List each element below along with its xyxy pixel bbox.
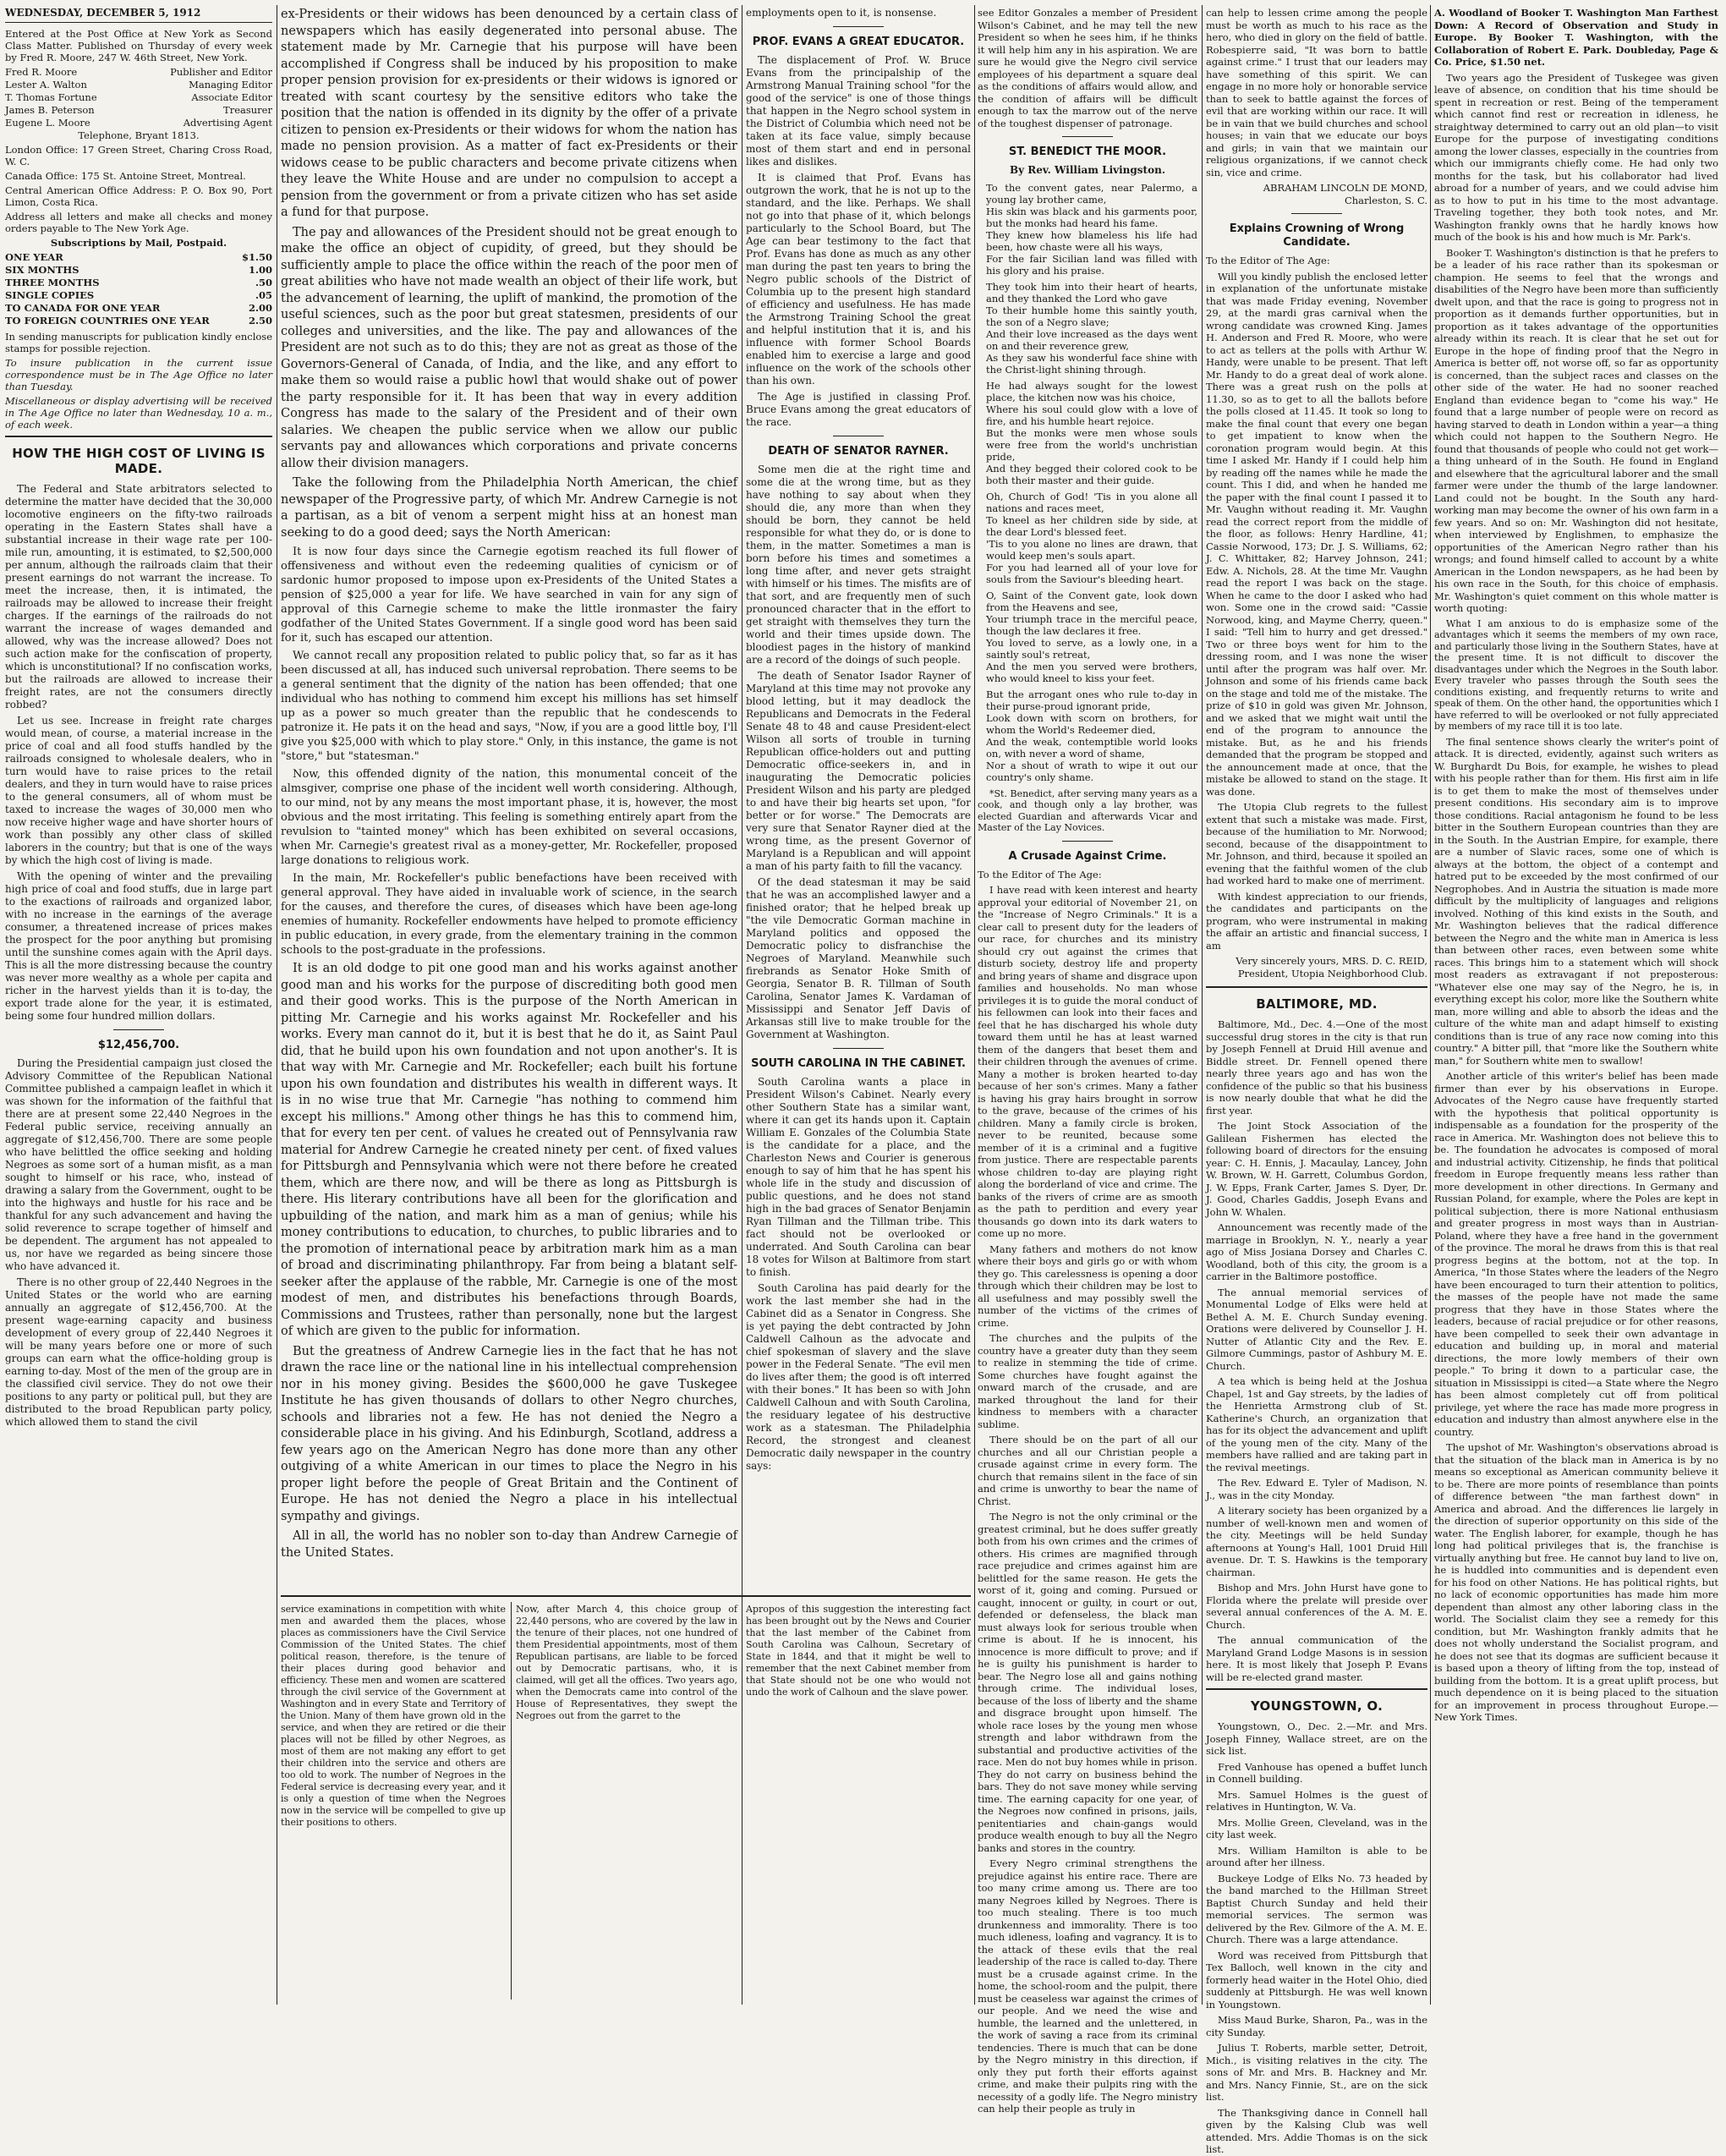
staff-row <box>5 117 272 129</box>
sub-label: TO FOREIGN COUNTRIES ONE YEAR <box>5 315 210 326</box>
poem-line: But the arrogant ones who rule to-day in their purse-proud ignorant pride, <box>986 688 1197 712</box>
poem-line: His skin was black and his garments poor, but the monks had heard his fame. <box>986 205 1197 229</box>
article-paragraph: South Carolina wants a place in President Wilson's Cabinet. Nearly every other Southern State has a similar want, where it can get its hands upon it. Captain William E. Gonzales of the Columbia State is the candidate for a place, and the Charleston News and Courier is generous enough to say of him that he has spent his whole life in the study and discussion of public questions, and he does not stand high in the bad graces of Senator Benjamin Ryan Tillman and the Tillman tribe. This fact should not be overlooked or underrated. And South Carolina can bear 18 votes for Wilson at Baltimore from start to finish. <box>746 1076 971 1278</box>
article-paragraph: can help to lessen crime among the people must be worth as much to his race as the hero, who died in glory on the field of battle. Robespierre said, "It was born to battle against crime." I trust that our leaders may have something of this spirit. We can engage in no more holy or honorable service than to seek to battle against the forces of evil that are working within our race. It will be in vain that we build churches and school houses; in vain that we educate our boys and girls; in vain that we maintain our religious organizations, if we cannot check sin, vice and crime. <box>1206 7 1427 178</box>
headline-st-benedict: ST. BENEDICT THE MOOR. <box>1008 145 1167 158</box>
quoted-paragraph: Now, this offended dignity of the nation, this monumental conceit of the almsgiver, comprise one phase of the incident well worth considering. Although, to our mind, not by any means the most important phase, it is, however, the most obvious and the most irritating. This feeling is something entirely apart from the revulsion to "tainted money" which has been exhibited on several occasions, when Mr. Carnegie's greatest rival as a money-getter, Mr. Rockefeller, proposed large donations to religious work. <box>281 768 737 867</box>
divider <box>113 1029 164 1030</box>
sub-row <box>5 289 272 302</box>
poem-line: To the convent gates, near Palermo, a young lay brother came, <box>986 181 1197 206</box>
headline-money: $12,456,700. <box>97 1039 180 1051</box>
sub-label: TO CANADA FOR ONE YEAR <box>5 302 161 314</box>
headline-south-carolina: SOUTH CAROLINA IN THE CABINET. <box>751 1057 966 1070</box>
manuscripts-note: In sending manuscripts for publication kindly enclose stamps for possible rejection. <box>5 331 272 354</box>
staff-name: Fred R. Moore <box>5 66 78 78</box>
sub-row <box>5 251 272 264</box>
london-office: London Office: 17 Green Street, Charing Cross Road, W. C. <box>5 144 272 167</box>
column-5 <box>1206 7 1427 2155</box>
poem-line: And they begged their colored cook to be both their master and their guide. <box>986 462 1197 486</box>
article-paragraph: Some men die at the right time and some die at the wrong time, but as they have nothing to say about when they should die, any more than when they should be born, they cannot be held responsible for what they do, or is done to them, in the matter. Sometimes a man is born before his times and sometimes a long time after, and never gets straight with himself or his times. The misfits are of that sort, and are frequently men of such pronounced character that in the effort to get straight with themselves they turn the world and their times upside down. The bloodiest pages in the history of mankind are a record of the doings of such people. <box>746 464 971 666</box>
news-item: Fred Vanhouse has opened a buffet lunch in Connell building. <box>1206 1760 1427 1785</box>
headline-crusade: A Crusade Against Crime. <box>1008 849 1167 863</box>
staff-name: James B. Peterson <box>5 104 95 116</box>
article-paragraph: It is claimed that Prof. Evans has outgrown the work, that he is not up to the standard, and the like. Perhaps. We shall not go into that phase of it, which belongs particularly to the School Board, but The Age can bear testimony to the fact that Prof. Evans has done as much as any other man during the past ten years to bring the Negro public schools of the District of Columbia up to the present high standard of efficiency and usefulness. He has made the Armstrong Training School the great and helpful institution that it is, and his influence with former School Boards enabled him to exercise a large and good influence on the work of the schools other than his own. <box>746 172 971 387</box>
news-item: Buckeye Lodge of Elks No. 73 headed by the band marched to the Hillman Street Baptist Church Sunday and held their memorial services. The sermon was delivered by the Rev. Gilmore of the A. M. E. Church. There was a large attendance. <box>1206 1872 1427 1945</box>
news-item: Announcement was recently made of the marriage in Brooklyn, N. Y., nearly a year ago of Miss Josiana Dorsey and Charles C. Woodland, both of this city, the groom is a carrier in the Baltimore postoffice. <box>1206 1221 1427 1282</box>
continued-text <box>746 1604 971 2001</box>
poem-line: But the monks were men whose souls were free from the world's unchristian pride, <box>986 426 1197 463</box>
sub-price: .50 <box>255 277 272 288</box>
sub-label: SIX MONTHS <box>5 264 79 276</box>
staff-row <box>5 104 272 117</box>
news-item: Mrs. Samuel Holmes is the guest of relatives in Huntington, W. Va. <box>1206 1788 1427 1813</box>
staff-row <box>5 79 272 91</box>
news-item: Mrs. William Hamilton is able to be around after her illness. <box>1206 1844 1427 1868</box>
poem-line: 'Tis to you alone no lines are drawn, that would keep men's souls apart. <box>986 537 1197 562</box>
staff-role: Treasurer <box>223 104 272 116</box>
signature: ABRAHAM LINCOLN DE MOND, Charleston, S. C. <box>1263 182 1427 206</box>
staff-role: Publisher and Editor <box>170 66 272 78</box>
poem-line: He had always sought for the lowest place, the kitchen now was his choice, <box>986 379 1197 403</box>
news-item: Julius T. Roberts, marble setter, Detroit, Mich., is visiting relatives in the city. The sons of Mr. and Mrs. B. Hackney and Mr. and Mrs. Nancy Finnie, St., are on the sick list. <box>1206 2042 1427 2103</box>
entered-note: Entered at the Post Office at New York as Second Class Matter. Published on Thursday of every week by Fred R. Moore, 247 W. 46th Street, New York. <box>5 28 272 63</box>
continued-paragraph: Apropos of this suggestion the interesting fact has been brought out by the News and Courier that the last member of the Cabinet from South Carolina was Calhoun, Secretary of State in 1844, and that it might be well to remember that the next Cabinet member from that State should not be one who would not undo the work of Calhoun and the slave power. <box>746 1604 971 1698</box>
review-heading: A. Woodland of Booker T. Washington Man Farthest Down: A Record of Observation and Study in Europe. By Booker T. Washington, with the Collaboration of Robert E. Park. Doubleday, Page & Co. Price, $1.50 net. <box>1434 7 1718 68</box>
divider <box>833 1048 884 1049</box>
news-item: A literary society has been organized by a number of well-known men and women of the city. Meetings will be held Sunday afternoons at Young's Hall, 1001 Druid Hill avenue. Dr. T. S. Hawkins is the temporary chairman. <box>1206 1505 1427 1578</box>
salutation: To the Editor of The Age: <box>978 868 1102 881</box>
sub-row <box>5 315 272 327</box>
article-paragraph: Two years ago the President of Tuskegee was given leave of absence, on condition that his time should be spent in recreation or rest. Being of the temperament which cannot find rest or recreation in idleness, he straightway determined to carry out an old plan—to visit Europe for the purpose of investigating conditions among the lower classes, especially in the countries from which our immigrants chiefly come. He had only two months for the task, but his collaborator had lived abroad for a number of years, and we could advise him as to how to put in his time to the most advantage. Traveling together, they both took notes, and Mr. Washington frankly owns that he hardly knows how much of the book is his and how much is Mr. Park's. <box>1434 71 1718 243</box>
staff-name: Eugene L. Moore <box>5 117 90 129</box>
salutation: To the Editor of The Age: <box>1206 255 1330 266</box>
continued-paragraph: service examinations in competition with white men and awarded them the places, whose places as commissioners have the Civil Service Commission of the United States. The chief political reason, therefore, is the tenure of their places during good behavior and efficiency. These men and women are scattered through the civil service of the Government at Washington and in every State and Territory of the Union. Many of them have grown old in the service, and when they are retired or die their places will not be filled by other Negroes, as most of them are not making any effort to get their children into the service and others are too old to work. The number of Negroes in the Federal service is decreasing every year, and it is only a question of time when the Negroes now in the service will be compelled to give up their positions to others. <box>281 1604 506 1828</box>
quoted-paragraph: We cannot recall any proposition related to public policy that, so far as it has been discussed at all, has induced such universal reprobation. There seems to be a general sentiment that the dignity of the nation has been offended; that one individual who has nothing to commend him except his millions has set himself up as a power so much greater than the republic that he condescends to patronize it. He pats it on the head and says, "Now, if you are a good little boy, I'll give you $25,000 with which to play store." Only, in this instance, the game is not "store," but "statesman." <box>281 650 737 763</box>
poem-line: And the weak, contemptible world looks on, with never a word of shame, <box>986 735 1197 760</box>
poem-line: Look down with scorn on brothers, for whom the World's Redeemer died, <box>986 711 1197 736</box>
poem-line: Nor a shout of wrath to wipe it out our country's only shame. <box>986 759 1197 783</box>
dateline: WEDNESDAY, DECEMBER 5, 1912 <box>5 7 272 23</box>
headline-cost-of-living: HOW THE HIGH COST OF LIVING IS MADE. <box>12 446 266 476</box>
divider <box>1062 841 1113 842</box>
poem-line: O, Saint of the Convent gate, look down from the Heavens and see, <box>986 589 1197 613</box>
poem-line: Where his soul could glow with a love of fire, and his humble heart rejoice. <box>986 403 1197 427</box>
news-item: Word was received from Pittsburgh that Tex Balloch, well known in the city and formerly head waiter in the Hotel Ohio, died suddenly at Pittsburgh. He was well known in Youngstown. <box>1206 1949 1427 2011</box>
article-paragraph: Will you kindly publish the enclosed letter in explanation of the unfortunate mistake that was made Friday evening, November 29, at the mardi gras carnival when the wrong candidate was crowned King. James H. Anderson and Fred R. Moore, who were to act as tellers at the polls with Arthur W. Handy, were unable to be present. That left Mr. Handy to do a great deal of work alone. There was a great rush on the polls at 11.30, so as to get to all the ballots before the polls closed at 11.45. It took so long to make the final count that every one began to get impatient to know when the coronation program would begin. At this time I asked Mr. Handy if I could help him by reading off the names while he made the count. This I did, and when he handed me the paper with the final count I passed it to Mr. Vaughn without reading it. Mr. Vaughn read the correct report from the middle of the floor, as follows: Henry Hardline, 41; Cassie Norwood, 173; Dr. J. S. Williams, 62; J. C. Whittaker, 82; Harvey Johnson, 241; Edw. A. Nichols, 28. At the time Mr. Vaughn read the report I was back on the stage. When he came to the door I asked who had won. Some one in the crowd said: "Cassie Norwood, king, and Mayme Cherry, queen." I said: "Tell him to hurry and get dressed." Two or three boys went for him to the dressing room, and I was none the wiser until after the program was half over. Mr. Johnson and some of his friends came back on the stage and told me of the mistake. The prize of $10 in gold was given Mr. Johnson, and we asked that we might wait until the end of the program to announce the mistake. But, as he and his friends demanded that the program be stopped and the announcement made at once, that the mistake be allowed to stand on the stage. It was done. <box>1206 270 1427 798</box>
column-rule <box>1430 5 1431 2005</box>
column-2-editorial <box>281 7 737 1588</box>
poem-line: For the fair Sicilian land was filled with his glory and his praise. <box>986 252 1197 277</box>
article-paragraph: There is no other group of 22,440 Negroes in the United States or the world who are earning annually an aggregate of $12,456,700. At the present wage-earning capacity and business development of every group of 22,440 Negroes it will be many years before one or more of such groups can earn what the office-holding group is earning to-day. Most of the men of the group are in the classified civil service. They do not owe their positions to any party or political pull, but they are distributed to the broad Republican party policy, which allowed them to stand the civil <box>5 1276 272 1428</box>
sub-label: THREE MONTHS <box>5 277 100 288</box>
article-paragraph: Every Negro criminal strengthens the prejudice against his entire race. There are too many crime among us. There are too many Negroes killed by Negroes. There is too much stealing. There is too much drunkenness and immorality. There is too much idleness, loafing and vagrancy. It is to the attack of these evils that the real leadership of the race is called to-day. There must be a crusade against crime. In the home, the school-room and the pulpit, there must be ceaseless war against the crimes of our people. And we need the wise and humble, the learned and the unlettered, in the work of saving a race from its criminal tendencies. There is much that can be done by the Negro ministry in this direction, if only they put forth their efforts against crime, and make their pulpits ring with the necessity of a godly life. The Negro ministry can help their people as truly in <box>978 1857 1197 2115</box>
article-paragraph: During the Presidential campaign just closed the Advisory Committee of the Republican National Committee published a campaign leaflet in which it was shown for the information of the faithful that there are at present some 22,440 Negroes in the Federal public service, receiving annually an aggregate of $12,456,700. There are some people who have belittled the office seeking and holding Negroes as some sort of a human misfit, as a man sought to himself or his race, who, instead of drawing a salary from the Government, ought to be into the highways and hustle for his race and be thankful for any such advancement and having the solid reverence to scrape together of himself and be dependent. The argument has not appealed to us, nor have we regarded as being sincere those who have advanced it. <box>5 1057 272 1272</box>
staff-name: Lester A. Walton <box>5 79 87 91</box>
article-paragraph: Another article of this writer's belief has been made firmer than ever by his observations in Europe. Advocates of the Negro cause have frequently started with the hypothesis that political opportunity is indispensable as a foundation for the prosperity of the race in America. Mr. Washington does not believe this to be. The foundation he advocates is composed of moral and industrial activity. Citizenship, he finds that political freedom in Europe frequently means less rather than more development in other directions. In Germany and Russian Poland, for example, where the Poles are kept in political subjection, there is more National enthusiasm and greater progress in most ways than in Austrian-Poland, where they have a free hand in the government of the province. The moral he draws from this is that real progress begins at the bottom, not at the top. In America, "In those States where the leaders of the Negro have been encouraged to turn their attention to politics, the masses of the people have not made the same progress that they have in those States where the leaders, because of racial prejudice or for other reasons, have been compelled to seek their own advantage in education and building up, in moral and material directions, the more lowly members of their own people." To bring it down to a particular case, the situation in Mississippi is cited—a State where the Negro has been almost completely cut off from political privilege, yet where the race has made more progress in education and industry than almost anywhere else in the country. <box>1434 1070 1718 1438</box>
staff-role: Managing Editor <box>189 79 272 91</box>
continued-text <box>516 1604 737 2001</box>
column-rule <box>511 1602 512 2000</box>
headline-youngstown: YOUNGSTOWN, O. <box>1250 1698 1384 1714</box>
article-paragraph: Booker T. Washington's distinction is that he prefers to be a leader of his race rather than its spokesman or champion. He seems to feel that the wrongs and disabilities of the Negro have been more than sufficiently dwelt upon, and that the race is going to progress not in proportion as it demands further opportunities, but in proportion as it takes advantage of the opportunities already within its reach. It is clear that he set out for Europe in the hope of finding proof that the Negro in America is better off, not worse off, so far as opportunity is concerned, than the subject races and classes on the other side of the water. He had no sooner reached England than evidence began to "come his way." He found that a large number of people were on record as having starved to death in London within a year—a thing which could not happen to the Southern Negro. He found that thousands of people who could not get work—a thing unheard of in the South. He found in England and elsewhere that the agricultural laborer and the small farmer were under the thumb of the large landowner. Land could not be bought. In the South any hard-working man may become the owner of his own farm in a few years. And so on: Mr. Washington did not hesitate, when interviewed by Englishmen, to emphasize the opportunities of the American Negro rather than his wrongs; and found himself called to account by a white American in the London newspapers, as he had been by his own race in the South, for this choice of emphasis. Mr. Washington's quiet comment on this whole matter is worth quoting: <box>1434 246 1718 614</box>
divider <box>1291 213 1342 214</box>
telephone: Telephone, Bryant 1813. <box>78 129 200 141</box>
divider <box>1062 136 1113 137</box>
poem-line: For you had learned all of your love for souls from the Saviour's bleeding heart. <box>986 561 1197 585</box>
article-paragraph: But the greatness of Andrew Carnegie lies in the fact that he has not drawn the race line or the national line in his intellectual comprehension nor in his money giving. Besides the $600,000 he gave Tuskegee Institute he has given thousands of dollars to other Negro churches, schools and libraries not a few. He has not denied the Negro a considerable place in his giving. And his Edinburgh, Scotland, address a few years ago on the American Negro has done more than any other outgiving of a white American in our times to place the Negro in his proper light before the people of Great Britain and the Continent of Europe. He has not denied the Negro a place in his intellectual sympathy and givings. <box>281 1344 737 1523</box>
article-paragraph: Take the following from the Philadelphia North American, the chief newspaper of the Progressive party, of which Mr. Andrew Carnegie is not a partisan, as a bit of venom a serpent might hiss at an honest man seeking to do a good deed; says the North American: <box>281 476 737 540</box>
headline-baltimore: BALTIMORE, MD. <box>1256 996 1378 1012</box>
divider <box>833 26 884 27</box>
article-paragraph: Many fathers and mothers do not know where their boys and girls go or with whom they go. This carelessness is opening a door through which their children may be lost to all usefulness and may possibly swell the number of the victims of the crimes of crime. <box>978 1243 1197 1329</box>
article-paragraph: ex-Presidents or their widows has been denounced by a certain class of newspapers which has easily degenerated into personal abuse. The statement made by Mr. Carnegie that his purpose will have been accomplished if Congress shall be induced by his proposition to make proper pension provision for ex-presidents or their widows is ignored or treated with scant courtesy by the sensitive editors who take the position that the nation is offended in its dignity by the offer of a private citizen to pension ex-Presidents or their widows for whom the nation has made no pension provision. As a matter of fact ex-Presidents or their widows cease to be public characters and become private citizens when they leave the White House and are under no compulsion to accept a pension from the government or from a private citizen who has set aside a fund for that purpose. <box>281 8 737 219</box>
poem-line: To kneel as her children side by side, at the dear Lord's blessed feet. <box>986 513 1197 538</box>
news-item: Miss Maud Burke, Sharon, Pa., was in the city Sunday. <box>1206 2014 1427 2038</box>
staff-role: Associate Editor <box>191 91 272 103</box>
column-1 <box>5 7 272 2003</box>
sub-price: 2.00 <box>248 302 272 314</box>
article-paragraph: Of the dead statesman it may be said that he was an accomplished lawyer and a finished orator; that he helped break up "the vile Democratic Gorman machine in Maryland politics and opposed the Democratic policy to disfranchise the Negroes of Maryland. Meanwhile such firebrands as Senator Hoke Smith of Georgia, Senator B. R. Tillman of South Carolina, Senator James K. Vardaman of Mississippi and Senator Jeff Davis of Arkansas still live to make trouble for the Government at Washington. <box>746 876 971 1040</box>
poem <box>986 182 1197 783</box>
sub-row <box>5 277 272 289</box>
poem-line: Oh, Church of God! 'Tis in you alone all nations and races meet, <box>986 490 1197 514</box>
article-paragraph: see Editor Gonzales a member of President Wilson's Cabinet, and he may tell the new President so when he sees him, if he thinks it will help him any in his aspiration. We are sure he would give the Negro civil service employees of his department a square deal as the conditions of affairs would allow, and the condition of affairs will be difficult enough to tax the marrow out of the nerve of the toughest dispenser of patronage. <box>978 7 1197 129</box>
article-paragraph: The displacement of Prof. W. Bruce Evans from the principalship of the Armstrong Manual Training school "for the good of the service" is one of those things that happen in the Negro school system in the District of Columbia which need not be taken at its face value, simply because most of them start and end in personal likes and dislikes. <box>746 54 971 167</box>
sub-price: 1.00 <box>248 264 272 276</box>
article-paragraph: Let us see. Increase in freight rate charges would mean, of course, a material increase in the price of coal and all food stuffs handled by the railroads consigned to wholesale dealers, who in turn would have to raise prices to the retail dealers, and they in turn would have to raise prices to the general consumers, all of whom must be taxed to increase the wages of 30,000 men who now receive higher wage and have shorter hours of work than possibly any other class of skilled laborers in the country; but that is one of the ways by which the high cost of living is made. <box>5 715 272 866</box>
poem-line: They took him into their heart of hearts, and they thanked the Lord who gave <box>986 280 1197 304</box>
staff-name: T. Thomas Fortune <box>5 91 97 103</box>
signature: Very sincerely yours, MRS. D. C. REID, President, Utopia Neighborhood Club. <box>1236 955 1427 979</box>
poem-line: You loved to serve, as a lowly one, in a saintly soul's retreat, <box>986 636 1197 661</box>
news-item: Baltimore, Md., Dec. 4.—One of the most successful drug stores in the city is that run by Joseph Fennell at Druid Hill avenue and Biddle street. Dr. Fennell opened there nearly three years ago and has won the confidence of the public so that his business is now nearly double that what he did the first year. <box>1206 1018 1427 1116</box>
news-item: The Rev. Edward E. Tyler of Madison, N. J., was in the city Monday. <box>1206 1477 1427 1501</box>
poem-footnote: *St. Benedict, after serving many years as a cook, and though only a lay brother, was elected Guardian and afterwards Vicar and Master of the Lay Novices. <box>978 787 1197 833</box>
article-paragraph: The upshot of Mr. Washington's observations abroad is that the situation of the black man in America is by no means so exceptional as American community believe it to be. There are more points of resemblance than points of difference between "the man farthest down" in America and abroad. And the differences lie largely in the direction of superior opportunity on this side of the water. The English laborer, for example, though he has long had political privileges that is, the franchise is virtually anything but free. He cannot buy land to live on, he is huddled into communities and is dependent even for his food on other Nations. He has political rights, but no lack of economic opportunities has made him more dependent than almost any other laboring class in the world. The Socialist claim they see a remedy for this condition, but Mr. Washington frankly admits that he does not wholly understand the Socialist program, and he does not see that its dogmas are sufficient because it is based upon a theory of lifting from the top, instead of building from the bottom. It is a great uplift process, but much dependence on it is being placed to the situation for an improvement in process throughout Europe.—New York Times. <box>1434 1441 1718 1723</box>
article-paragraph: There should be on the part of all our churches and all our Christian people a crusade against crime in every form. The church that remains silent in the face of sin and crime is unworthy to bear the name of Christ. <box>978 1434 1197 1507</box>
article-paragraph: I have read with keen interest and hearty approval your editorial of November 21, on the "Increase of Negro Criminals." It is a clear call to present duty for the leaders of our race, for churches and its ministry should cry out against the crimes that disturb society, destroy life and property and bring years of shame and disgrace upon families and households. No man whose privileges it is to guide the moral conduct of his fellowmen can look into their faces and feel that he has discharged his whole duty toward them until he has at least warned them of the dangers that beset them and their children through the avenues of crime. Many a mother is broken hearted to-day because of her son's crimes. Many a father is having his gray hairs brought in sorrow to the grave, because of the crimes of his children. Many a family circle is broken, never to be reunited, because some member of it is a criminal and a fugitive from justice. There are respectable parents whose children to-day are playing right along the borderland of vice and crime. The banks of the rivers of crime are as smooth as the path to perdition and every year thousands go down into its dark waters to come up no more. <box>978 884 1197 1239</box>
article-paragraph: The Age is justified in classing Prof. Bruce Evans among the great educators of the race. <box>746 391 971 428</box>
poem-line: As they saw his wonderful face shine with the Christ-light shining through. <box>986 351 1197 376</box>
headline-wrong-candidate: Explains Crowning of Wrong Candidate. <box>1229 222 1405 249</box>
article-paragraph: The Negro is not the only criminal or the greatest criminal, but he does suffer greatly both from his own crimes and the crimes of others. His crimes are magnified through race prejudice and crimes against him are belittled for the same reason. He gets the worst of it, going and coming. Pursued or caught, innocent or guilty, in court or out, defended or defenseless, the black man must always look for serious trouble when crime is about. If he is innocent, his innocence is more difficult to prove; and if he is guilty his punishment is harder to bear. The Negro lose all and gains nothing through crime. The individual loses, because of the loss of liberty and the shame and disgrace brought upon himself. The whole race loses by the young men whose strength and labor withdrawn from the substantial and productive activities of the race. Men do not buy homes while in prison. They do not carry on business behind the bars. They do not save money while serving time. The earning capacity for one year, of the Negroes now confined in prisons, jails, penitentiaries and chain-gangs would produce wealth enough to buy all the Negro banks and stores in the country. <box>978 1511 1197 1854</box>
article-paragraph: The final sentence shows clearly the writer's point of attack. It is directed, evidently, against such writers as W. Burghardt Du Bois, for example, he wishes to plead with his people rather than for them. His first aim in life is to get them to make the most of themselves under present conditions. His secondary aim is to improve those conditions. Racial antagonism he found to be less bitter in the Southern European countries than they are in the South. In the Austrian Empire, for example, there are a number of Slavic races, some one of which is always at the bottom, the object of a contempt and hatred put to be exceeded by the most confirmed of our Negrophobes. And in Austria the situation is made more difficult by the multiplicity of languages and religions involved. Nothing of this kind exists in the South, and Mr. Washington believes that the radical difference between the Negro and the white man in America is less than between other races, even between some white races. This brings him to a statement which will shock most readers as extravagant if not preposterous: "Whatever else one may say of the Negro, he is, in everything except his color, more like the Southern white man, more willing and able to absorb the ideas and the culture of the white man and adapt himself to existing conditions than is true of any race now coming into this country." A bitter pill, that "more like the Southern white man," for Southern white men to swallow! <box>1434 735 1718 1067</box>
news-item: Youngstown, O., Dec. 2.—Mr. and Mrs. Joseph Finney, Wallace street, are on the sick list. <box>1206 1720 1427 1757</box>
article-paragraph: The death of Senator Isador Rayner of Maryland at this time may not provoke any blood letting, but it may deadlock the Republicans and Democrats in the Federal Senate 48 to 48 and cause President-elect Wilson all sorts of trouble in turning Republican office-holders out and putting Democratic office-seekers in, and in inaugurating the Democratic policies President Wilson and his party are pledged to and have their big hearts set upon, "for better or for worse." The Democrats are very sure that Senator Rayner died at the wrong time, as the present Governor of Maryland is a Republican and will appoint a man of his party faith to fill the vacancy. <box>746 670 971 872</box>
article-paragraph: employments open to it, is nonsense. <box>746 7 937 19</box>
staff-role: Advertising Agent <box>183 117 272 129</box>
news-item: Mrs. Mollie Green, Cleveland, was in the city last week. <box>1206 1816 1427 1841</box>
central-office: Central American Office Address: P. O. Box 90, Port Limon, Costa Rica. <box>5 184 272 208</box>
poem-line: And their love increased as the days went on and their reverence grew, <box>986 327 1197 352</box>
news-item: The Joint Stock Association of the Galilean Fishermen has elected the following board of directors for the ensuing year: C. H. Ennis, J. Macaulay, Lancey, John W. Brown, W. H. Garrett, Columbus Gordon, J. W. Epps, Frank Carter, James S. Dyer, Dr. J. Good, Charles Gaddis, Joseph Evans and John W. Whalen. <box>1206 1120 1427 1218</box>
divider <box>5 436 272 437</box>
sub-label: ONE YEAR <box>5 251 63 263</box>
staff-row <box>5 66 272 79</box>
poem-line: Your triumph trace in the merciful peace, though the law declares it free. <box>986 612 1197 637</box>
canada-office: Canada Office: 175 St. Antoine Street, Montreal. <box>5 170 246 182</box>
article-paragraph: South Carolina has paid dearly for the work the last member she had in the Cabinet did as a Senator in Congress. She is yet paying the debt contracted by John Caldwell Calhoun as the advocate and chief spokesman of slavery and the slave power in the Federal Senate. "The evil men do lives after them; the good is oft interred with their bones." It has been so with John Caldwell Calhoun and with South Carolina, the residuary legatee of his destructive work as a statesman. The Philadelphia Record, the strongest and cleanest Democratic daily newspaper in the country says: <box>746 1282 971 1472</box>
poem-line: And the men you served were brothers, who would kneel to kiss your feet. <box>986 660 1197 684</box>
sub-price: 2.50 <box>248 315 272 326</box>
byline: By Rev. William Livingston. <box>1009 164 1166 176</box>
article-paragraph: The churches and the pulpits of the country have a greater duty than they seem to realize in stemming the tide of crime. Some churches have fought against the onward march of the crusade, and are marked throughout the land for their kindness to members with a character sublime. <box>978 1332 1197 1430</box>
poem-line: They knew how blameless his life had been, how chaste were all his ways, <box>986 228 1197 253</box>
publication-note: To insure publication in the current issue correspondence must be in The Age Office no later than Tuesday. <box>5 357 272 392</box>
continued-paragraph: Now, after March 4, this choice group of 22,440 persons, who are covered by the law in the tenure of their places, not one hundred of them Presidential appointments, most of them Republican partisans, are liable to be forced out by Democratic partisans, who, it is claimed, will get all the offices. Two years ago, when the Democrats came into control of the House of Representatives, they swept the Negroes out from the garret to the <box>516 1604 737 1721</box>
subs-title: Subscriptions by Mail, Postpaid. <box>50 237 227 249</box>
quoted-paragraph: What I am anxious to do is emphasize some of the advantages which it seems the members of my own race, and particularly those living in the Southern States, have at the present time. It is not difficult to discover the disadvantages under which the Negroes in the South labor. Every traveler who passes through the South sees the conditions existing, and frequently returns to write and speak of them. On the other hand, the opportunities which I have referred to will be overlooked or not fully appreciated by members of my race till it is too late. <box>1434 617 1718 732</box>
article-paragraph: With the opening of winter and the prevailing high price of coal and food stuffs, due in large part to the exactions of railroads and organized labor, with no increase in the earnings of the average consumer, a threatened increase of prices makes the prospect for the poor anything but promising until the sunshine comes again with the April days. This is all the more distressing because the country was never more wealthy as a whole per capita and richer in the harvest yields than it is to-day, the export trade alone for the year, it is estimated, being some four hundred million dollars. <box>5 870 272 1022</box>
sub-row <box>5 302 272 315</box>
column-3 <box>746 7 971 1588</box>
sub-row <box>5 264 272 277</box>
column-rule <box>1202 5 1203 2005</box>
article-paragraph: All in all, the world has no nobler son to-day than Andrew Carnegie of the United States. <box>281 1529 737 1560</box>
sub-price: .05 <box>255 289 272 301</box>
article-paragraph: The pay and allowances of the President should not be great enough to make the office an object of cupidity, of greed, but they should be sufficiently ample to place the office within the reach of the poor men of great abilities who have not made wealth an object of their life work, but the advancement of learning, the uplift of mankind, the promotion of the useful sciences, such as the poor but great statesmen, presidents of our colleges and universities, and the like. The pay and allowances of the President are not such as to do this; they are not as great as those of the Governors-General of Canada, of India, and the like, and any effort to make them so would raise a public howl that would shake out of power the party responsible for it. It has been that way in every addition Congress has made to the salary of the President and of their own salaries. We cheapen the public service when we allow our public servants pay and allowances which corporations and private concerns allow their division managers. <box>281 225 737 470</box>
advertising-note: Miscellaneous or display advertising will be received in The Age Office no later than Wednesday, 10 a. m., of each week. <box>5 395 272 431</box>
continued-text <box>281 1604 506 2001</box>
article-paragraph: With kindest appreciation to our friends, the candidates and participants on the program, who were instrumental in making the affair an artistic and financial success, I am <box>1206 890 1427 952</box>
divider <box>1206 986 1427 988</box>
sub-label: SINGLE COPIES <box>5 289 95 301</box>
news-item: A tea which is being held at the Joshua Chapel, 1st and Gay streets, by the ladies of the Henrietta Armstrong club of St. Katherine's Church, an organization that has for its object the advancement and uplift of the young men of the city. Many of the members have rallied and are taking part in the revival meetings. <box>1206 1375 1427 1473</box>
masthead <box>5 28 272 431</box>
address-note: Address all letters and make all checks and money orders payable to The New York Age. <box>5 211 272 234</box>
divider <box>281 1595 971 1597</box>
column-6 <box>1434 7 1718 2003</box>
column-rule <box>974 5 975 2005</box>
headline-rayner: DEATH OF SENATOR RAYNER. <box>768 445 949 458</box>
article-paragraph: It is an old dodge to pit one good man and his works against another good man and his works for the purpose of discrediting both good men and their good works. This is the purpose of the North American in pitting Mr. Carnegie and his works against Mr. Rockefeller and his works. Every man cannot do it, but it is best that he do it, as Saint Paul did, that he build upon his own foundation and not upon another's. It is that way with Mr. Carnegie and Mr. Rockefeller; each built his fortune upon his own foundation and distributes his wealth in different ways. It is in no wise true that Mr. Carnegie "has nothing to commend him except his millions." Among other things he has this to commend him, that for every ten per cent. of values he created out of Pennsylvania raw material for Andrew Carnegie he created ninety per cent. of fixed values for Pittsburgh and Pennsylvania which were not there before he created them, which are there now, and will be there as long as Pittsburgh is there. His literary contributions have all been for the glorification and upbuilding of the nation, and mark him as a man of genius; while his money contributions to education, to churches, to public libraries and to the promotion of international peace by arbitration mark him as a man of broad and discriminating philanthropy. Far from being a blatant self-seeker after the applause of the rabble, Mr. Carnegie is one of the most modest of men, and distributes his benefactions through Boards, Commissions and Trustees, rather than personally, none but the largest of which are given to the public for information. <box>281 962 737 1338</box>
news-item: Bishop and Mrs. John Hurst have gone to Florida where the prelate will preside over several annual conferences of the A. M. E. Church. <box>1206 1582 1427 1631</box>
news-item: The annual memorial services of Monumental Lodge of Elks were held at Bethel A. M. E. Church Sunday evening. Orations were delivered by Counsellor J. H. Nutter of Atlantic City and the Rev. E. Gilmore Cummings, pastor of Ashbury M. E. Church. <box>1206 1286 1427 1372</box>
sub-price: $1.50 <box>241 251 272 263</box>
quoted-paragraph: It is now four days since the Carnegie egotism reached its full flower of offensiveness and without even the redeeming qualities of cynicism or of sardonic humor proposed to impose upon ex-Presidents of the United States a pension of $25,000 a year for life. We have searched in vain for any sign of approval of this Carnegie scheme to make the little ironmaster the fairy godfather of the United States Government. If a single good word has been said for it, such has escaped our attention. <box>281 546 737 645</box>
article-paragraph: The Federal and State arbitrators selected to determine the matter have decided that the 30,000 locomotive engineers on the fifty-two railroads operating in the Eastern States shall have a substantial increase in their wage rate per 100-mile run, amounting, it is estimated, to $2,500,000 per annum, although the railroads claim that their present earnings do not warrant the increase. To meet the increase, then, it is intimated, the railroads may be allowed to increase their freight charges. If the earnings of the railroads do not warrant the increase of wages demanded and allowed, why was the increase allowed? Does not such action make for the confiscation of property, which is unconstitutional? If no confiscation works, but the railroads are allowed to increase their freight rates, are not the consumers directly robbed? <box>5 483 272 710</box>
poem-line: To their humble home this saintly youth, the son of a Negro slave; <box>986 304 1197 328</box>
news-item: The Thanksgiving dance in Connell hall given by the Kalsing Club was well attended. Mrs. Addie Thomas is on the sick list. <box>1206 2106 1427 2155</box>
news-item: The annual communication of the Maryland Grand Lodge Masons is in session here. It is most likely that Joseph P. Evans will be re-elected grand master. <box>1206 1634 1427 1683</box>
quoted-paragraph: In the main, Mr. Rockefeller's public benefactions have been received with general approval. They have aided in invaluable work of science, in the search for the causes, and therefore the cures, of diseases which have been age-long enemies of humanity. Rockefeller endowments have helped to promote efficiency in public education, in every grade, from the elementary training in the common schools to the post-graduate in the professions. <box>281 872 737 957</box>
headline-evans: PROF. EVANS A GREAT EDUCATOR. <box>752 36 965 48</box>
article-paragraph: The Utopia Club regrets to the fullest extent that such a mistake was made. First, because of the humiliation to Mr. Norwood; second, because of the disappointment to Mr. Johnson, and third, because it spoiled an evening that the faithful women of the club had worked hard to make one of merriment. <box>1206 801 1427 886</box>
column-4 <box>978 7 1197 2115</box>
staff-row <box>5 91 272 104</box>
divider <box>1206 1688 1427 1690</box>
